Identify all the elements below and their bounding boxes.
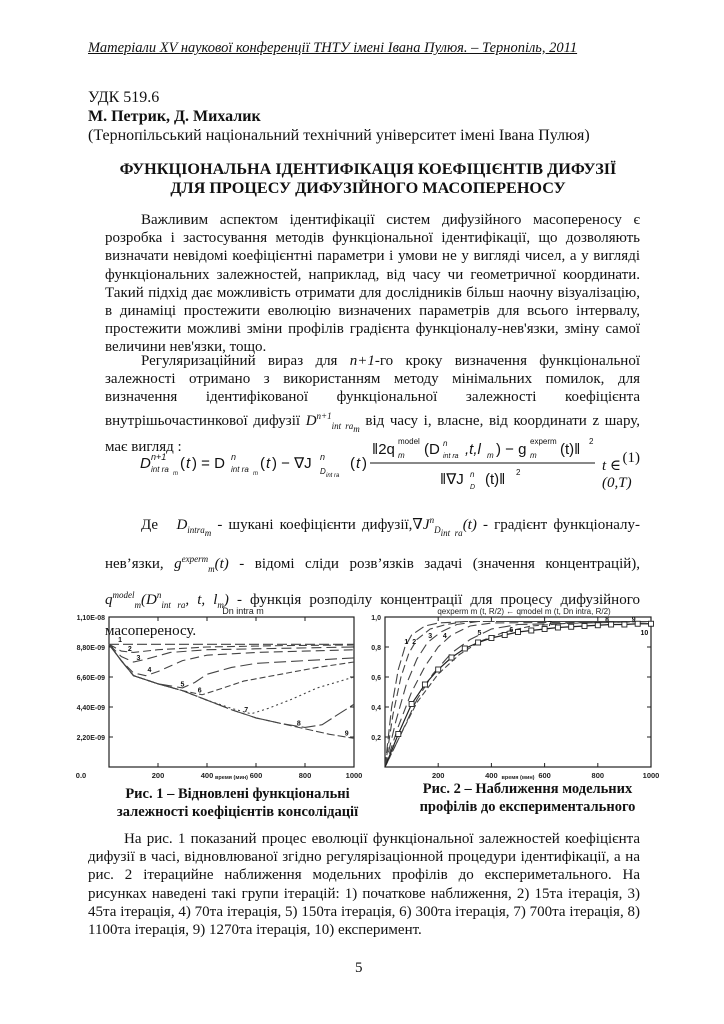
y-tick-label: 0,2 bbox=[371, 735, 381, 742]
series-line-1 bbox=[385, 622, 651, 768]
svg-text:int ra: int ra bbox=[326, 473, 340, 479]
x-tick-label: 600 bbox=[538, 771, 551, 780]
curve-label-5: 5 bbox=[180, 681, 185, 689]
p3-text-3: - відомі сліди розв’язків задачі (значення концентрацій), bbox=[228, 555, 641, 572]
y-tick-label: 0,6 bbox=[371, 675, 381, 682]
running-header: Матеріали XV наукової конференції ТНТУ імені Івана Пулюя. – Тернопіль, 2011 bbox=[88, 40, 578, 56]
authors: М. Петрик, Д. Михалик bbox=[88, 108, 261, 125]
fig2-caption-line-1: Рис. 2 – Наближення модельних bbox=[422, 781, 633, 797]
svg-text:2: 2 bbox=[589, 437, 594, 446]
symbol-d-intra: $D^{n+1}_{int ra_m}$ bbox=[305, 410, 360, 434]
svg-text:n+1: n+1 bbox=[151, 452, 167, 462]
x-tick-label: 1000 bbox=[345, 771, 363, 780]
p3-text-4: - функція розподілу концентрації для процесу дифузійного масопереносу. bbox=[105, 591, 640, 639]
svg-text:t: t bbox=[186, 455, 191, 472]
p3-de: Де bbox=[141, 517, 159, 533]
curve-label-6: 6 bbox=[197, 687, 202, 695]
svg-text:(: ( bbox=[260, 455, 265, 472]
svg-text:D: D bbox=[320, 467, 326, 476]
x-tick-label: 600 bbox=[249, 771, 263, 780]
series-line-5 bbox=[385, 622, 651, 768]
title-line-1: ФУНКЦІОНАЛЬНА ІДЕНТИФІКАЦІЯ КОЕФІЦІЄНТІВ ДИФУЗІЇ bbox=[119, 160, 617, 178]
curve-label-2: 2 bbox=[412, 639, 417, 646]
curve-label-3: 3 bbox=[428, 633, 433, 640]
x-axis-label: время (мин) bbox=[215, 775, 248, 781]
symbol-q-model: $q^{model}_m(D^n_{int ra}$, t, $l_m$) bbox=[105, 589, 229, 610]
series-marker-10 bbox=[622, 622, 627, 627]
fig1-caption-line-1: Рис. 1 – Відновлені функціональні bbox=[125, 786, 350, 802]
x-tick-label: 0.0 bbox=[75, 771, 87, 780]
svg-text:n: n bbox=[470, 470, 475, 479]
x-axis-label: время (мин) bbox=[501, 775, 535, 781]
formula-number: (1) bbox=[622, 450, 640, 466]
p2-text-c: від часу і, власне, від координати z шару, має вигляд : bbox=[105, 412, 640, 455]
symbol-grad-j: $\nabla J^n_{D_{int ra}}(t)$ bbox=[412, 515, 477, 538]
series-marker-10 bbox=[529, 628, 534, 633]
n-plus-one: n+1 bbox=[349, 353, 375, 369]
paragraph-intro-text: Важливим аспектом ідентифікації систем дифузійного масопереносу є розробка і застосування методів функціональної ідентифікації, що дозволяють визначати невідомі коефіцієнтні параметри і умови не у вигляді чисел, а у вигляді функціональних залежностей, наприклад, від часу чи геометричної координати. Такий підхід дає можливість отримати для дослідників більш наочну візуалізацію, в динаміці простежити еволюцію визначених параметрів для всього інтервалу, простежити можливі зміни профілів градієнта функціоналу-нев'язки, зміну самої величини нев'язки, тощо. bbox=[105, 212, 640, 356]
p2-text-b: -го кроку визначення функціональної залежності отримано з використанням методу мінімальних помилок, для визначення ідентифікованої функціональної залежності коефіцієнта внутрішьочастинкової дифузії bbox=[105, 353, 640, 429]
p3-text-2: - градієнт функціоналу-нев’язки, bbox=[105, 517, 640, 572]
curve-label-9: 9 bbox=[344, 730, 349, 738]
formula-1 bbox=[140, 432, 650, 492]
svg-text:D: D bbox=[140, 455, 151, 472]
series-line-8 bbox=[109, 644, 354, 727]
series-marker-10 bbox=[502, 633, 507, 638]
svg-text:(: ( bbox=[350, 455, 355, 472]
svg-text:(D: (D bbox=[424, 441, 440, 458]
svg-text:t: t bbox=[266, 455, 271, 472]
x-tick-label: 800 bbox=[298, 771, 312, 780]
series-line-9 bbox=[109, 644, 354, 738]
y-tick-label: 4,40E-09 bbox=[76, 705, 105, 712]
chart-title: Dn intra m bbox=[222, 606, 264, 616]
series-marker-10 bbox=[569, 624, 574, 629]
svg-text:,t,l: ,t,l bbox=[465, 441, 481, 458]
series-marker-10 bbox=[489, 636, 494, 641]
p3-text-1: - шукані коефіцієнти дифузії, bbox=[211, 517, 413, 533]
chart-title: qexperm m (t, R/2) ← qmodel m (t, Dn intra, R/2) bbox=[437, 607, 611, 616]
series-marker-10 bbox=[422, 682, 427, 687]
svg-text:m: m bbox=[173, 471, 178, 477]
curve-label-9: 9 bbox=[631, 616, 636, 624]
svg-text:n: n bbox=[443, 439, 448, 448]
svg-text:m: m bbox=[253, 471, 258, 477]
series-marker-10 bbox=[396, 732, 401, 737]
curve-label-1: 1 bbox=[404, 639, 409, 646]
svg-text:m: m bbox=[487, 451, 494, 460]
svg-text:n: n bbox=[320, 452, 326, 462]
paragraph-discussion-text: На рис. 1 показаний процес еволюції функціональної залежностей коефіцієнта дифузії в часі, відновлюваної згідно регулярізаціонной процедури ідентифікації, а на рис. 2 ітерацийне наближення модельних профілів до експериметального. На рисунках наведені такі групи ітерацій: 1) початкове наближення, 2) 15та ітерація, 3) 45та ітерація, 4) 70та ітерація, 5) 150та ітерація, 6) 300та ітерація, 7) 700та ітерація, 8) 1100та ітерація, 9) 1270та ітерація, 10) експеримент. bbox=[88, 831, 640, 939]
series-marker-10 bbox=[516, 630, 521, 635]
svg-text:) − ∇J: ) − ∇J bbox=[272, 455, 312, 472]
figure-1-caption bbox=[105, 785, 370, 821]
curve-label-4: 4 bbox=[442, 633, 447, 640]
series-marker-10 bbox=[609, 622, 614, 627]
x-tick-label: 400 bbox=[485, 771, 498, 780]
udk-code: УДК 519.6 bbox=[88, 89, 160, 106]
fig2-caption-line-2: профілів до експериментального bbox=[419, 799, 636, 815]
curve-label-4: 4 bbox=[147, 667, 152, 675]
curve-label-2: 2 bbox=[127, 646, 132, 654]
p2-text-a: Регуляризаційний вираз для bbox=[141, 353, 350, 369]
formula-domain: t ∈ (0,T) bbox=[602, 458, 632, 491]
series-marker-10 bbox=[449, 655, 454, 660]
series-marker-10 bbox=[555, 625, 560, 630]
symbol-d-intra-m: $D_{intra_m}$ bbox=[176, 517, 212, 538]
series-marker-10 bbox=[436, 667, 441, 672]
curve-label-7: 7 bbox=[244, 706, 249, 714]
series-line-4 bbox=[385, 622, 651, 768]
paper-title bbox=[88, 160, 648, 198]
figure-2-caption bbox=[395, 780, 660, 816]
y-tick-label: 1,10E-08 bbox=[76, 615, 105, 622]
series-marker-10 bbox=[582, 624, 587, 629]
figure-2-chart bbox=[364, 603, 664, 783]
svg-text:(: ( bbox=[180, 455, 185, 472]
plot-frame bbox=[109, 617, 354, 767]
svg-text:‖2q: ‖2q bbox=[372, 441, 395, 458]
x-tick-label: 400 bbox=[200, 771, 214, 780]
curve-label-8: 8 bbox=[296, 720, 301, 728]
series-marker-10 bbox=[462, 646, 467, 651]
svg-text:int ra: int ra bbox=[443, 453, 459, 460]
title-line-2: ДЛЯ ПРОЦЕСУ ДИФУЗІЙНОГО МАСОПЕРЕНОСУ bbox=[170, 179, 566, 197]
svg-text:t: t bbox=[356, 455, 361, 472]
series-marker-10 bbox=[409, 702, 414, 707]
svg-text:(t)‖: (t)‖ bbox=[485, 471, 506, 488]
curve-label-5: 5 bbox=[477, 630, 482, 637]
curve-label-6: 6 bbox=[509, 627, 514, 634]
x-tick-label: 1000 bbox=[642, 771, 660, 780]
y-tick-label: 6,60E-09 bbox=[76, 675, 105, 682]
figure-1-chart bbox=[68, 603, 368, 783]
curve-label-1: 1 bbox=[118, 637, 122, 645]
fig1-caption-line-2: залежності коефіцієнтів консолідації bbox=[116, 804, 359, 820]
y-tick-label: 2,20E-09 bbox=[76, 735, 105, 742]
page-number: 5 bbox=[355, 960, 363, 976]
paragraph-intro bbox=[105, 211, 640, 357]
affiliation: (Тернопільський національний технічний університет імені Івана Пулюя) bbox=[88, 127, 590, 144]
paragraph-discussion bbox=[88, 830, 640, 939]
series-marker-10 bbox=[542, 627, 547, 632]
series-line-2 bbox=[385, 622, 651, 768]
svg-text:model: model bbox=[398, 437, 420, 446]
series-line-7 bbox=[109, 644, 354, 714]
series-line-3 bbox=[385, 622, 651, 768]
formula-graphic bbox=[140, 432, 610, 494]
svg-text:int ra: int ra bbox=[151, 465, 169, 474]
svg-text:n: n bbox=[231, 452, 237, 462]
series-line-10 bbox=[385, 624, 651, 767]
curve-label-8: 8 bbox=[605, 616, 610, 624]
series-marker-10 bbox=[649, 621, 654, 626]
y-tick-label: 8,80E-09 bbox=[76, 645, 105, 652]
y-tick-label: 1,0 bbox=[371, 615, 381, 622]
curve-label-7: 7 bbox=[547, 621, 552, 628]
series-line-6 bbox=[109, 644, 354, 694]
series-marker-10 bbox=[635, 621, 640, 626]
svg-text:D: D bbox=[470, 484, 476, 491]
series-marker-10 bbox=[595, 623, 600, 628]
symbol-g-experm: $g^{experm}_m(t)$ bbox=[174, 553, 229, 574]
curve-label-10: 10 bbox=[640, 630, 649, 637]
svg-text:‖∇J: ‖∇J bbox=[440, 471, 464, 488]
svg-text:m: m bbox=[398, 451, 405, 460]
y-tick-label: 0,8 bbox=[371, 645, 381, 652]
svg-text:int ra: int ra bbox=[231, 465, 249, 474]
x-tick-label: 200 bbox=[431, 771, 445, 780]
svg-text:) = D: ) = D bbox=[192, 455, 225, 472]
x-tick-label: 200 bbox=[151, 771, 165, 780]
series-line-6 bbox=[385, 622, 651, 768]
svg-text:m: m bbox=[530, 451, 537, 460]
x-tick-label: 800 bbox=[591, 771, 605, 780]
svg-text:) − g: ) − g bbox=[496, 441, 527, 458]
svg-text:2: 2 bbox=[516, 468, 521, 477]
series-marker-10 bbox=[476, 640, 481, 645]
svg-text:experm: experm bbox=[530, 437, 557, 446]
svg-text:(t)‖: (t)‖ bbox=[560, 441, 581, 458]
curve-label-3: 3 bbox=[136, 654, 141, 662]
svg-text:): ) bbox=[362, 455, 367, 472]
y-tick-label: 0,4 bbox=[371, 705, 381, 712]
